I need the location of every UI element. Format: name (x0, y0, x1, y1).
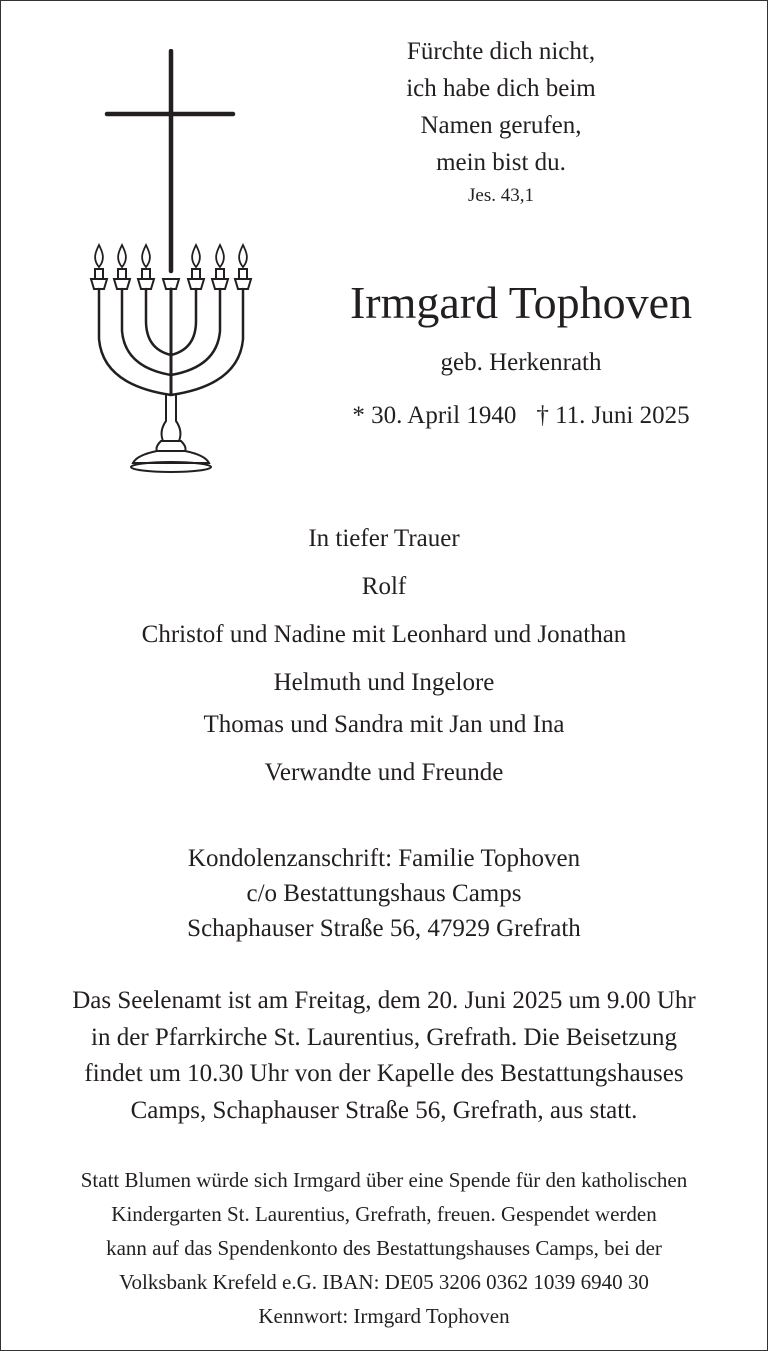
address-line: c/o Bestattungshaus Camps (246, 880, 522, 907)
service-info (1, 983, 767, 1129)
deceased-name: Irmgard Tophoven (349, 277, 693, 328)
donation-line: Volksbank Krefeld e.G. IBAN: DE05 3206 0362 1039 6940 30 (119, 1270, 649, 1294)
service-line: Das Seelenamt ist am Freitag, dem 20. Juni 2025 um 9.00 Uhr (72, 987, 696, 1014)
donation-line: kann auf das Spendenkonto des Bestattungshauses Camps, bei der (106, 1236, 662, 1260)
cross-and-menorah-icon (71, 49, 271, 479)
birth-date: * 30. April 1940 (352, 402, 517, 429)
service-line: Camps, Schaphauser Straße 56, Grefrath, aus statt. (130, 1096, 638, 1124)
verse-reference: Jes. 43,1 (468, 185, 534, 206)
address-line: Schaphauser Straße 56, 47929 Grefrath (187, 915, 581, 942)
mourner-entry: Thomas und Sandra mit Jan und Ina (203, 711, 565, 738)
mourners-list (1, 519, 767, 801)
service-line: in der Pfarrkirche St. Laurentius, Grefrath. Die Beisetzung (91, 1023, 677, 1051)
donation-line: Kennwort: Irmgard Tophoven (258, 1304, 510, 1328)
verse-line: Fürchte dich nicht, (406, 38, 596, 65)
verse-line: Namen gerufen, (420, 112, 582, 139)
donation-info (1, 1163, 767, 1333)
donation-line: Statt Blumen würde sich Irmgard über eine Spende für den katholischen (80, 1168, 688, 1192)
address-line: Kondolenzanschrift: Familie Tophoven (187, 845, 581, 872)
mourners-heading: In tiefer Trauer (308, 525, 460, 552)
mourner-entry: Christof und Nadine mit Leonhard und Jonathan (141, 621, 627, 648)
donation-line: Kindergarten St. Laurentius, Grefrath, freuen. Gespendet werden (111, 1202, 657, 1226)
bible-verse (331, 33, 671, 211)
mourner-entry: Rolf (361, 573, 407, 600)
service-line: findet um 10.30 Uhr von der Kapelle des Bestattungshauses (84, 1060, 684, 1087)
verse-line: ich habe dich beim (406, 75, 596, 102)
mourner-entry: Helmuth und Ingelore (273, 669, 495, 696)
birth-name: geb. Herkenrath (440, 349, 602, 376)
condolence-address (1, 841, 767, 946)
life-dates (291, 399, 751, 433)
mourner-entry: Verwandte und Freunde (264, 759, 504, 786)
verse-line: mein bist du. (436, 149, 566, 176)
death-date: † 11. Juni 2025 (536, 402, 690, 429)
